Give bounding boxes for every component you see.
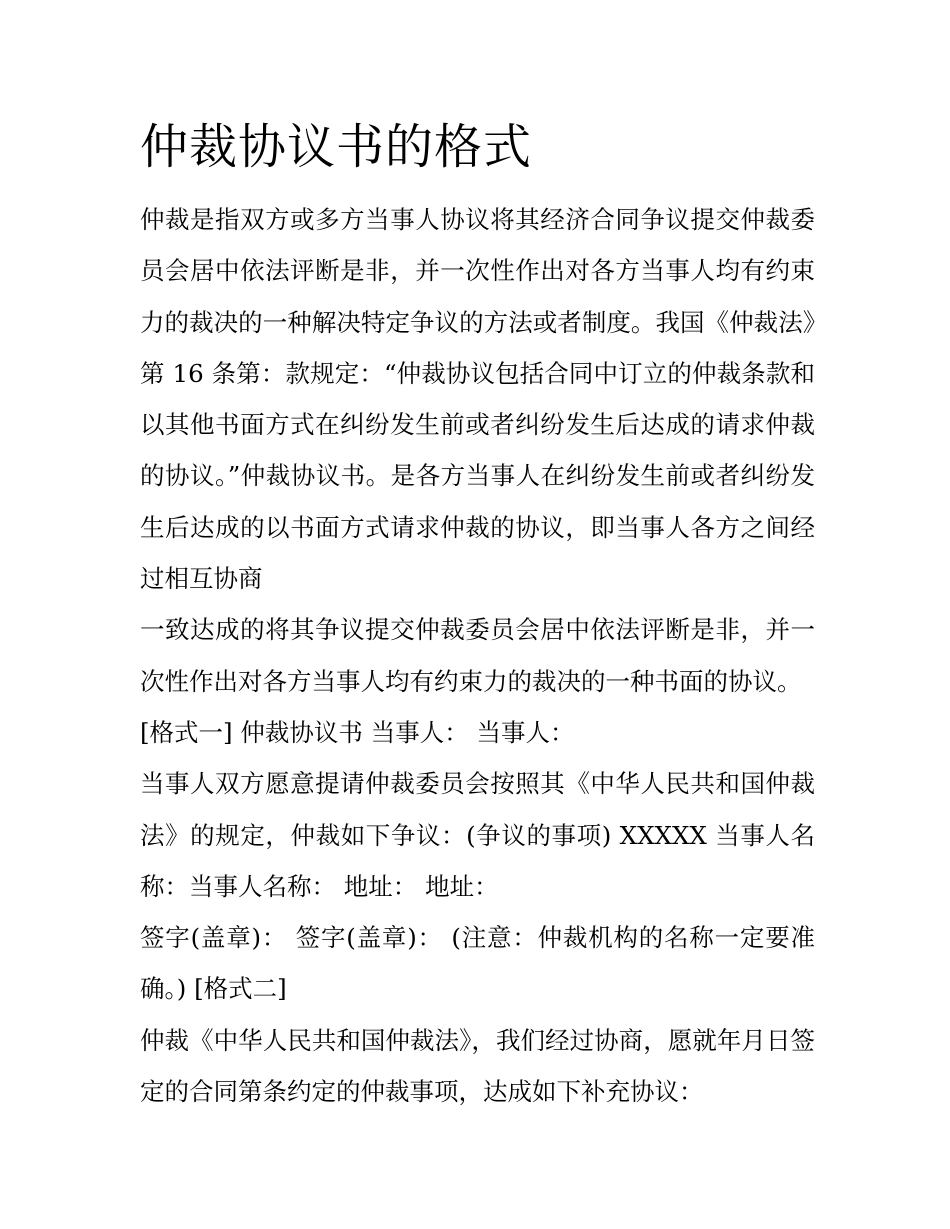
paragraph-definition: 仲裁是指双方或多方当事人协议将其经济合同争议提交仲裁委员会居中依法评断是非，并一次性作出对各方当事人均有约束力的裁决的一种解决特定争议的方法或者制度。我国《仲裁法》第 16 条第：款规定：“仲裁协议包括合同中订立的仲裁条款和以其他书面方式在纠纷发生前或者纠纷发生后达成的请求仲裁的协议。”仲裁协议书。是各方当事人在纠纷发生前或者纠纷发生后达成的以书面方式请求仲裁的协议，即当事人各方之间经过相互协商 [140,205,815,594]
document-title: 仲裁协议书的格式 [140,119,533,175]
paragraph-format-one-header: [格式一] 仲裁协议书 当事人： 当事人： [140,717,575,747]
paragraph-signature-note: 签字(盖章)： 签字(盖章)： (注意：仲裁机构的名称一定要准确。) [格式二] [140,923,815,1004]
paragraph-format-one-body: 当事人双方愿意提请仲裁委员会按照其《中华人民共和国仲裁法》的规定，仲裁如下争议：(争议的事项) XXXXX 当事人名称：当事人名称： 地址： 地址： [140,769,815,901]
document-page [140,112,815,1117]
paragraph-definition-continued: 一致达成的将其争议提交仲裁委员会居中依法评断是非，并一次性作出对各方当事人均有约束力的裁决的一种书面的协议。 [140,615,815,696]
paragraph-format-two-body: 仲裁《中华人民共和国仲裁法》，我们经过协商，愿就年月日签定的合同第条约定的仲裁事项，达成如下补充协议： [140,1025,815,1107]
